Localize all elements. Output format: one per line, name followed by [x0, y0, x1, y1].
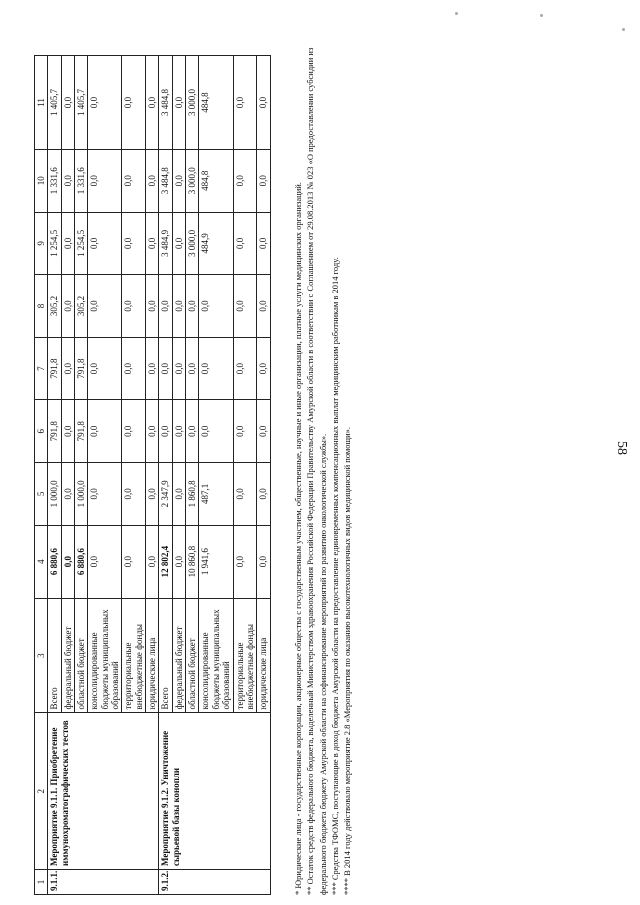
value-cell: 0,0 — [172, 463, 185, 526]
value-cell: 3 000,0 — [186, 149, 199, 212]
value-cell: 0,0 — [61, 275, 74, 338]
value-cell: 0,0 — [172, 212, 185, 275]
value-cell: 0,0 — [146, 400, 159, 463]
footnote: *** Средства ТФОМС, поступающие в доход бюджета Амурской области на предоставление единовременных компенсационных выплат медицинским работникам в 2014 году. — [329, 257, 340, 895]
value-cell: 0,0 — [172, 337, 185, 400]
value-cell: 0,0 — [61, 56, 74, 150]
value-cell: 1 331,6 — [75, 149, 88, 212]
column-header: 2 — [35, 713, 48, 870]
value-cell: 0,0 — [233, 56, 257, 150]
value-cell: 791,8 — [75, 400, 88, 463]
value-cell: 0,0 — [88, 463, 122, 526]
value-cell: 1 254,5 — [75, 212, 88, 275]
rotated-document — [34, 25, 634, 895]
value-cell: 2 347,9 — [159, 463, 172, 526]
value-cell: 0,0 — [199, 400, 233, 463]
footnote: **** В 2014 году действовало мероприятие 2.8 «Мероприятия по оказанию высокотехнологичных видов медицинской помощи». — [342, 426, 353, 895]
value-cell: 0,0 — [257, 463, 270, 526]
scan-dot — [540, 14, 543, 17]
column-header: 7 — [35, 337, 48, 400]
value-cell: 0,0 — [61, 337, 74, 400]
value-cell: 0,0 — [88, 525, 122, 598]
funding-source-label: федеральный бюджет — [61, 598, 74, 713]
value-cell: 0,0 — [146, 149, 159, 212]
column-header: 6 — [35, 400, 48, 463]
table-row — [159, 56, 172, 895]
value-cell: 3 000,0 — [186, 56, 199, 150]
value-cell: 0,0 — [61, 149, 74, 212]
funding-source-label: консолидированные бюджеты муниципальных образований — [88, 598, 122, 713]
funding-source-label: юридические лица — [146, 598, 159, 713]
value-cell: 1 000,0 — [48, 463, 61, 526]
value-cell: 3 484,8 — [159, 56, 172, 150]
value-cell: 0,0 — [233, 400, 257, 463]
column-header: 11 — [35, 56, 48, 150]
value-cell: 0,0 — [257, 400, 270, 463]
funding-source-label: консолидированные бюджеты муниципальных образований — [199, 598, 233, 713]
value-cell: 0,0 — [257, 275, 270, 338]
value-cell: 0,0 — [159, 275, 172, 338]
value-cell: 12 802,4 — [159, 525, 172, 598]
value-cell: 0,0 — [199, 275, 233, 338]
value-cell: 6 880,6 — [75, 525, 88, 598]
value-cell: 1 254,5 — [48, 212, 61, 275]
footnote: ** Остаток средств федерального бюджета, выделенный Министерством здравоохранения Российской Федерации Правительству Амурской области в соответствии с Соглашением от 29.08.2013 № 023 «О предоставлении субсидии из федерального бюджета бюджету Амурской области на софинансирование мероприятий по развитию онкологической службы». — [305, 47, 328, 895]
value-cell: 0,0 — [186, 337, 199, 400]
value-cell: 0,0 — [146, 275, 159, 338]
measure-code: 9.1.2. — [159, 869, 270, 894]
scan-dot — [622, 28, 625, 31]
funding-source-label: территориальные внебюджетные фонды — [122, 598, 146, 713]
value-cell: 0,0 — [257, 149, 270, 212]
funding-source-label: областной бюджет — [75, 598, 88, 713]
value-cell: 10 860,8 — [186, 525, 199, 598]
value-cell: 0,0 — [122, 337, 146, 400]
value-cell: 791,8 — [48, 400, 61, 463]
value-cell: 791,8 — [48, 337, 61, 400]
funding-source-label: федеральный бюджет — [172, 598, 185, 713]
scan-dot — [455, 12, 458, 15]
value-cell: 0,0 — [122, 463, 146, 526]
value-cell: 484,8 — [199, 56, 233, 150]
value-cell: 1 405,7 — [75, 56, 88, 150]
column-header: 10 — [35, 149, 48, 212]
table-row — [48, 56, 61, 895]
value-cell: 0,0 — [257, 212, 270, 275]
value-cell: 0,0 — [257, 337, 270, 400]
value-cell: 0,0 — [257, 525, 270, 598]
value-cell: 0,0 — [61, 212, 74, 275]
value-cell: 0,0 — [88, 400, 122, 463]
value-cell: 0,0 — [146, 337, 159, 400]
value-cell: 791,8 — [75, 337, 88, 400]
value-cell: 0,0 — [122, 400, 146, 463]
table-body — [48, 56, 270, 895]
value-cell: 0,0 — [172, 275, 185, 338]
column-header: 9 — [35, 212, 48, 275]
value-cell: 0,0 — [186, 275, 199, 338]
column-header: 4 — [35, 525, 48, 598]
value-cell: 0,0 — [172, 56, 185, 150]
footnote: * Юридические лица - государственные корпорации, акционерные общества с государственным участием, общественные, научные и иные организации, платные услуги медицинских организаций. — [293, 182, 303, 895]
funding-source-label: областной бюджет — [186, 598, 199, 713]
value-cell: 0,0 — [257, 56, 270, 150]
value-cell: 0,0 — [146, 56, 159, 150]
value-cell: 0,0 — [159, 337, 172, 400]
value-cell: 0,0 — [146, 463, 159, 526]
value-cell: 0,0 — [172, 149, 185, 212]
value-cell: 0,0 — [122, 525, 146, 598]
value-cell: 0,0 — [122, 212, 146, 275]
measure-code: 9.1.1. — [48, 869, 159, 894]
page-number: 58 — [614, 441, 629, 455]
measure-title: Мероприятие 9.1.1. Приобретение иммунохроматографических тестов — [48, 713, 159, 870]
value-cell: 1 000,0 — [75, 463, 88, 526]
measure-title: Мероприятие 9.1.2. Уничтожение сырьевой базы конопли — [159, 713, 270, 870]
column-header: 5 — [35, 463, 48, 526]
funding-source-label: Всего — [159, 598, 172, 713]
value-cell: 0,0 — [199, 337, 233, 400]
value-cell: 0,0 — [61, 463, 74, 526]
value-cell: 0,0 — [61, 400, 74, 463]
value-cell: 3 484,8 — [159, 149, 172, 212]
value-cell: 305,2 — [75, 275, 88, 338]
value-cell: 0,0 — [233, 525, 257, 598]
value-cell: 1 331,6 — [48, 149, 61, 212]
value-cell: 484,9 — [199, 212, 233, 275]
value-cell: 0,0 — [233, 149, 257, 212]
column-header: 1 — [35, 869, 48, 894]
value-cell: 0,0 — [88, 275, 122, 338]
value-cell: 0,0 — [122, 275, 146, 338]
value-cell: 0,0 — [172, 400, 185, 463]
value-cell: 0,0 — [146, 212, 159, 275]
value-cell: 0,0 — [88, 56, 122, 150]
funding-source-label: юридические лица — [257, 598, 270, 713]
column-header: 3 — [35, 598, 48, 713]
value-cell: 0,0 — [159, 400, 172, 463]
value-cell: 0,0 — [233, 212, 257, 275]
table-header — [35, 56, 48, 895]
value-cell: 3 000,0 — [186, 212, 199, 275]
value-cell: 487,1 — [199, 463, 233, 526]
budget-table — [34, 55, 271, 895]
value-cell: 1 405,7 — [48, 56, 61, 150]
footnotes — [292, 45, 354, 895]
value-cell: 484,8 — [199, 149, 233, 212]
value-cell: 0,0 — [233, 337, 257, 400]
value-cell: 0,0 — [88, 212, 122, 275]
value-cell: 0,0 — [122, 149, 146, 212]
value-cell: 0,0 — [122, 56, 146, 150]
funding-source-label: территориальные внебюджетные фонды — [233, 598, 257, 713]
funding-source-label: Всего — [48, 598, 61, 713]
value-cell: 3 484,9 — [159, 212, 172, 275]
value-cell: 0,0 — [186, 400, 199, 463]
value-cell: 0,0 — [172, 525, 185, 598]
value-cell: 1 860,8 — [186, 463, 199, 526]
value-cell: 0,0 — [146, 525, 159, 598]
value-cell: 305,2 — [48, 275, 61, 338]
value-cell: 0,0 — [61, 525, 74, 598]
column-header: 8 — [35, 275, 48, 338]
value-cell: 0,0 — [88, 149, 122, 212]
value-cell: 1 941,6 — [199, 525, 233, 598]
value-cell: 0,0 — [233, 463, 257, 526]
value-cell: 0,0 — [88, 337, 122, 400]
value-cell: 0,0 — [233, 275, 257, 338]
value-cell: 6 880,6 — [48, 525, 61, 598]
